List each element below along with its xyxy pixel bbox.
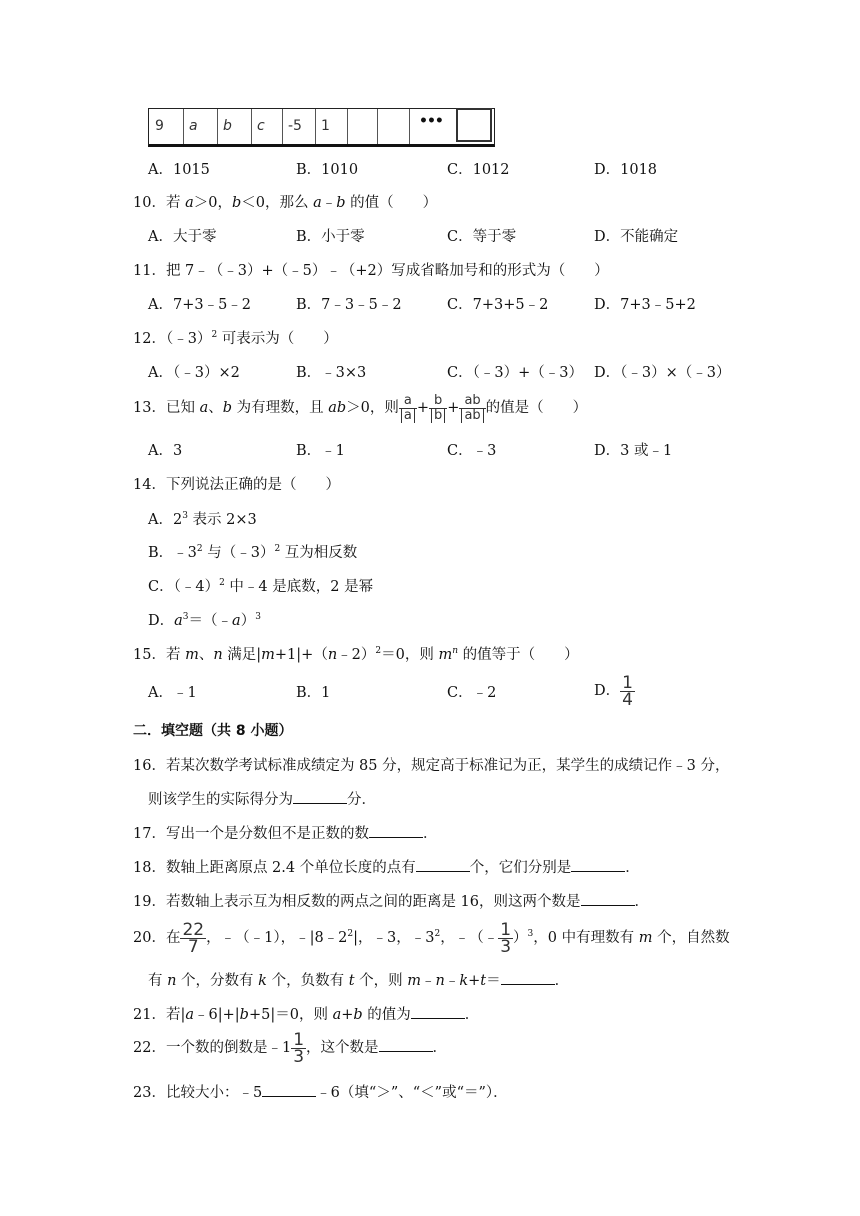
strip-cell: -5	[282, 109, 316, 144]
q10-option-b: B．小于零	[296, 229, 365, 245]
q12-option-c: C．（﹣3）+（﹣3）	[447, 365, 583, 381]
q11-option-c: C．7+3+5﹣2	[447, 297, 549, 313]
q13-option-a: A．3	[148, 443, 183, 459]
q16-line1: 16．若某次数学考试标准成绩定为 85 分，规定高于标准记为正，某学生的成绩记作﹣3 分，	[133, 758, 730, 774]
q10-option-c: C．等于零	[447, 229, 517, 245]
answer-blank[interactable]	[262, 1084, 316, 1097]
answer-blank[interactable]	[581, 893, 635, 906]
q15-stem: 15．若 m、n 满足|m+1|+（n﹣2）$^2$＝0，则 $m^n$ 的值等于（ ）	[133, 646, 579, 663]
q22-stem: 22．一个数的倒数是﹣1 $\frac{1}{3}$ ，这个数是 ．	[133, 1029, 448, 1067]
q10-option-d: D．不能确定	[594, 229, 679, 245]
q15-option-b: B．1	[296, 685, 331, 701]
q15-option-c: C．﹣2	[447, 685, 497, 701]
q23-stem: 23．比较大小：﹣5 ﹣6（填“＞”、“＜”或“＝”）．	[133, 1085, 508, 1101]
q11-stem: 11．把 7﹣（﹣3）+（﹣5）﹣（+2）写成省略加号和的形式为（ ）	[133, 263, 609, 279]
answer-blank[interactable]	[571, 859, 625, 872]
strip-cell: c	[251, 109, 283, 144]
strip-ellipsis: •••	[419, 113, 443, 129]
q10-option-a: A．大于零	[148, 229, 217, 245]
q12-option-d: D．（﹣3）×（﹣3）	[594, 365, 731, 381]
q19-stem: 19．若数轴上表示互为相反数的两点之间的距离是 16，则这两个数是 ．	[133, 894, 650, 910]
q14-option-b: B．$﹣3^2$ 与（﹣3）$^2$ 互为相反数	[148, 544, 358, 561]
q11-option-d: D．7+3﹣5+2	[594, 297, 696, 313]
strip-cell	[347, 109, 378, 144]
q17-stem: 17．写出一个是分数但不是正数的数 ．	[133, 826, 438, 842]
q13-fraction-a: $\frac{a}{a}$	[399, 394, 417, 423]
q11-option-b: B．7﹣3﹣5﹣2	[296, 297, 402, 313]
answer-blank[interactable]	[293, 791, 347, 804]
q13-stem: 13．已知 a、b 为有理数，且 ab＞0，则 $\frac{a}{a}$ + $\frac{b}{b}$ + $\frac{ab}{ab}$ 的值是（ ）	[133, 392, 588, 423]
strip-cell	[377, 109, 410, 144]
strip-cell: b	[217, 109, 252, 144]
q22-fraction: $\frac{1}{3}$	[293, 1029, 305, 1067]
q20-fraction-1-3: $\frac{1}{3}$	[500, 919, 512, 957]
strip-last-cell	[456, 108, 492, 142]
answer-blank[interactable]	[501, 972, 555, 985]
q15-option-d-fraction: $\frac{1}{4}$	[622, 672, 633, 710]
q14-stem: 14．下列说法正确的是（ ）	[133, 477, 340, 493]
q20-line1: 20．在 $\frac{22}{7}$ ，﹣（﹣1），$﹣|8﹣2^2|$，﹣3，$﹣3^2$，﹣（﹣ $\frac{1}{3}$ ）$^3$，0 中有理数有 m 个，自然数	[133, 919, 730, 957]
q12-option-a: A．（﹣3）×2	[148, 365, 240, 381]
q13-option-d: D．3 或﹣1	[594, 443, 673, 459]
answer-blank[interactable]	[379, 1039, 433, 1052]
q9-option-a: A．1015	[148, 162, 210, 178]
q13-fraction-ab: $\frac{ab}{ab}$	[459, 394, 485, 423]
strip-cell: a	[183, 109, 218, 144]
q13-fraction-b: $\frac{b}{b}$	[429, 394, 447, 423]
q15-option-d: D． $\frac{1}{4}$	[594, 672, 633, 710]
q16-line2: 则该学生的实际得分为 分．	[148, 792, 376, 808]
q14-option-a: A．$2^3$ 表示 2×3	[148, 511, 257, 528]
q13-option-b: B．﹣1	[296, 443, 345, 459]
number-strip	[148, 108, 495, 147]
answer-blank[interactable]	[416, 859, 470, 872]
strip-cell: 1	[315, 109, 348, 144]
q10-stem: 10．若 a＞0，b＜0，那么 a﹣b 的值（ ）	[133, 195, 438, 211]
q12-option-b: B．﹣3×3	[296, 365, 367, 381]
q9-option-b: B．1010	[296, 162, 359, 178]
q9-option-d: D．1018	[594, 162, 658, 178]
q14-option-c: C．（﹣4）$^2$ 中﹣4 是底数，2 是幂	[148, 578, 374, 595]
q12-stem: 12．（﹣3）$^2$ 可表示为（ ）	[133, 330, 338, 347]
q14-option-d: D．$a^3=(﹣a)^3$	[148, 612, 261, 629]
strip-cell: 9	[149, 109, 184, 144]
answer-blank[interactable]	[411, 1006, 465, 1019]
q20-fraction-22-7: $\frac{22}{7}$	[182, 919, 205, 957]
q18-stem: 18．数轴上距离原点 2.4 个单位长度的点有 个，它们分别是 ．	[133, 860, 640, 876]
q15-option-a: A．﹣1	[148, 685, 197, 701]
q21-stem: 21．若|a﹣6|+|b+5|＝0，则 a+b 的值为 ．	[133, 1007, 480, 1023]
q13-option-c: C．﹣3	[447, 443, 497, 459]
section-heading: 二．填空题（共 8 小题）	[133, 723, 293, 739]
q20-line2: 有 n 个，分数有 k 个，负数有 t 个，则 m﹣n﹣k+t＝ ．	[148, 973, 570, 989]
answer-blank[interactable]	[369, 825, 423, 838]
q9-option-c: C．1012	[447, 162, 510, 178]
q11-option-a: A．7+3﹣5﹣2	[148, 297, 252, 313]
